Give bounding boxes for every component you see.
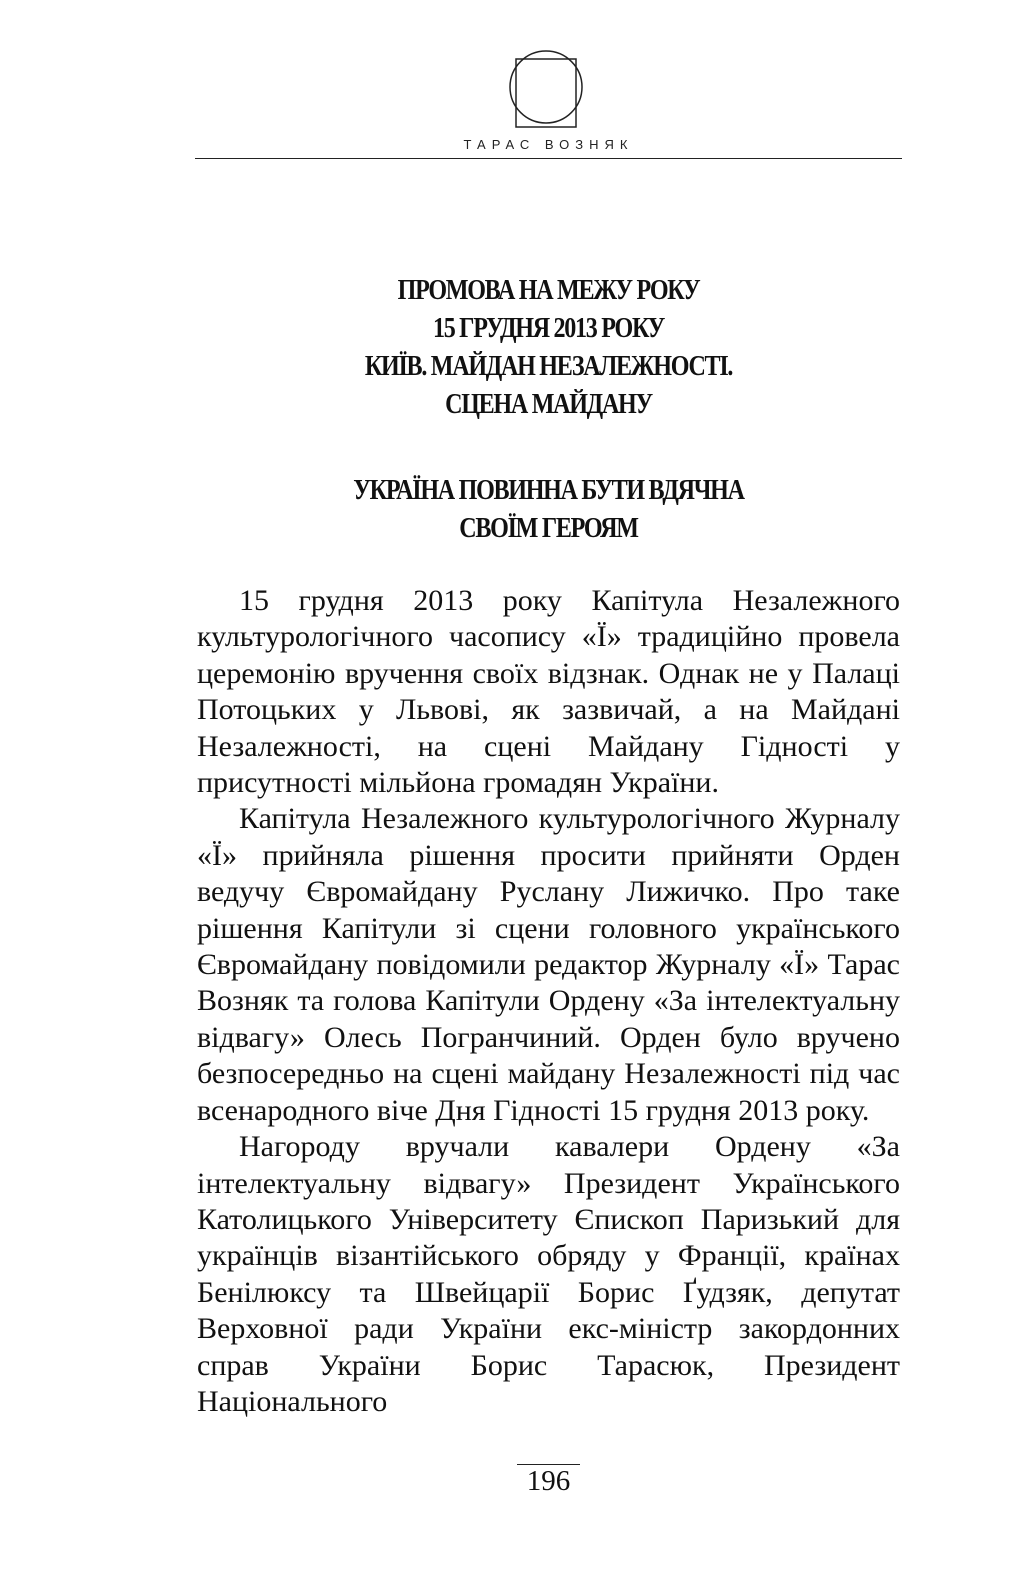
subtitle-line: УКРАЇНА ПОВИННА БУТИ ВДЯЧНА (353, 475, 744, 506)
subtitle-line: СВОЇМ ГЕРОЯМ (459, 513, 638, 544)
paragraph: Нагороду вручали кавалери Ордену «За інтелектуальну відвагу» Президент Українського Католицького Університету Єпископ Паризький для українців візантійського обряду у Франції, країнах Бенілюксу та Швейцарії Борис Ґудзяк, депутат Верховної ради України екс-міністр закордонних справ України Борис Тарасюк, Президент Національного (197, 1130, 900, 1418)
title-line: СЦЕНА МАЙДАНУ (445, 389, 652, 420)
title-line: 15 ГРУДНЯ 2013 РОКУ (432, 313, 665, 344)
title-line: КИЇВ. МАЙДАН НЕЗАЛЕЖНОСТІ. (364, 351, 733, 382)
circle-square-logo (508, 47, 584, 131)
page-number-value: 196 (517, 1464, 581, 1497)
running-head-author: ТАРАС ВОЗНЯК (463, 137, 634, 152)
paragraph: 15 грудня 2013 року Капітула Незалежного культурологічного часопису «Ї» традиційно провела церемонію вручення своїх відзнак. Однак не у Палаці Потоцьких у Львові, як зазвичай, а на Майдані Незалежності, на сцені Майдану Гідності у присутності мільйона громадян України. (197, 584, 900, 800)
paragraph: Капітула Незалежного культурологічного Журналу «Ї» прийняла рішення просити прийняти Орден ведучу Євромайдану Руслану Лижичко. Про таке рішення Капітули зі сцени головного українського Євромайдану повідомили редактор Журналу «Ї» Тарас Возняк та голова Капітули Ордену «За інтелектуальну відвагу» Олесь Погранчиний. Орден було вручено безпосередньо на сцені майдану Незалежності під час всенародного віче Дня Гідності 15 грудня 2013 року. (197, 802, 900, 1127)
title-line: ПРОМОВА НА МЕЖУ РОКУ (397, 275, 700, 306)
page-number (195, 1465, 902, 1498)
header-divider (195, 158, 902, 159)
chapter-title (195, 272, 902, 424)
body-text (197, 583, 900, 1420)
chapter-subtitle (195, 472, 902, 548)
